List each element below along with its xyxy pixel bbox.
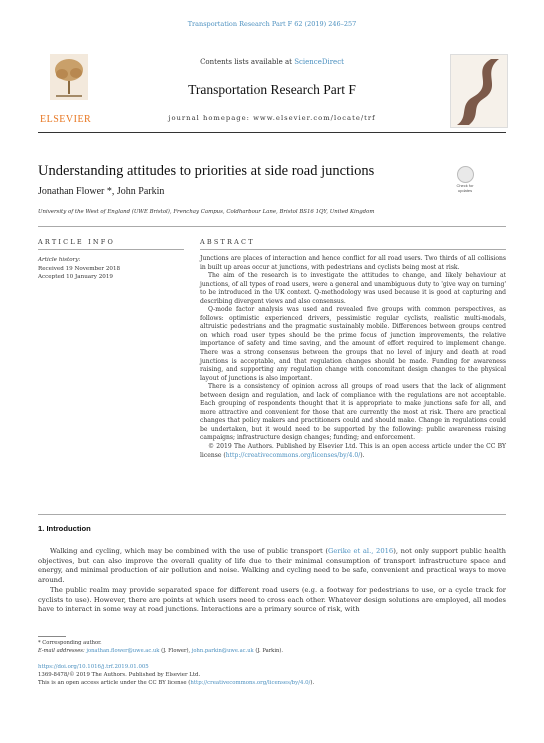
email-link[interactable]: jonathan.flower@uwe.ac.uk	[86, 648, 160, 655]
journal-title: Transportation Research Part F	[188, 82, 356, 97]
doi-link[interactable]: https://doi.org/10.1016/j.trf.2019.01.005	[38, 664, 149, 670]
license-link[interactable]: http://creativecommons.org/licenses/by/4.0/	[190, 680, 311, 687]
sciencedirect-link[interactable]: ScienceDirect	[294, 58, 344, 66]
check-updates-icon	[457, 166, 474, 183]
affiliation: University of the West of England (UWE Bristol), Frenchay Campus, Coldharbour Lane, Bristol BS16 1QY, United Kingdom	[38, 209, 375, 215]
abstract-paragraph: Junctions are places of interaction and hence conflict for all road users. Two thirds of all collisions in built up areas occur at junctions, with pedestrians and cyclists being most at risk.	[200, 255, 506, 271]
abstract-paragraph: The aim of the research is to investigate the attitudes to change, and likely behaviour at junctions, of all types of road users, were a general and unambiguous duty to 'give way on turning' to be introduced in the UK context. Q-methodology was used because it is good at capturing and describing divergent views and also consensus.	[200, 272, 506, 305]
email-link[interactable]: john.parkin@uwe.ac.uk	[191, 648, 254, 655]
journal-homepage[interactable]: journal homepage: www.elsevier.com/locate/trf	[168, 114, 376, 122]
publisher-wordmark: ELSEVIER	[40, 114, 92, 125]
history-heading: Article history:	[38, 257, 81, 263]
journal-cover	[450, 54, 508, 128]
check-for-updates-badge[interactable]	[452, 166, 478, 196]
doi-block	[38, 663, 314, 688]
body-paragraph: The public realm may provide separated space for different road users (e.g. a footway for pedestrians to use, or a cycle track for cyclists to use). However, there are points at which users need to cross each other. Whatever design solutions are employed, all modes have to interact in some way at road junctions. Interactions are a primary source of risk, with	[38, 585, 506, 614]
divider	[38, 249, 184, 250]
contents-line: Contents lists available at ScienceDirect	[200, 58, 344, 66]
footnote-divider	[38, 636, 66, 637]
divider	[38, 226, 506, 227]
issn-line: 1369-8478/© 2019 The Authors. Published by Elsevier Ltd.	[38, 672, 201, 679]
open-access-line: This is an open access article under the CC BY license (http://creativecommons.org/licenses/by/4.0/).	[38, 680, 315, 687]
article-title: Understanding attitudes to priorities at side road junctions	[38, 163, 375, 179]
accepted-date: Accepted 10 January 2019	[38, 274, 113, 281]
section-heading: 1. Introduction	[38, 524, 91, 533]
introduction-body	[38, 547, 506, 615]
license-statement: © 2019 The Authors. Published by Elsevier Ltd. This is an open access article under the CC BY license (http://creativecommons.org/licenses/by/4.0/).	[200, 443, 506, 459]
corresponding-author-note: * Corresponding author.	[38, 640, 102, 646]
abstract-paragraph: There is a consistency of opinion across all groups of road users that the lack of alignment between design and regulation, and lack of compliance with the regulations are not acceptable. Each grouping of respondents thought that it is appropriate to make junctions safe for all, and more attractive and convenient for those that are currently the most at risk. There are practical changes that policy makers and practitioners could and should make. Change in regulations could be undertaken, but it would need to be supported by the following: public awareness raising campaigns; infrastructure design changes; funding; and enforcement.	[200, 383, 506, 442]
journal-reference[interactable]: Transportation Research Part F 62 (2019) 246–257	[187, 20, 357, 28]
license-link[interactable]: http://creativecommons.org/licenses/by/4.0/	[225, 451, 361, 459]
divider	[200, 249, 506, 250]
received-date: Received 19 November 2018	[38, 265, 121, 272]
citation-link[interactable]: Gerike et al., 2016	[327, 547, 394, 555]
masthead	[38, 50, 506, 133]
article-history	[38, 256, 120, 282]
article-info-heading: ARTICLE INFO	[38, 238, 115, 246]
abstract-body	[200, 255, 506, 460]
journal-cover-road-image	[451, 55, 507, 127]
divider	[38, 514, 506, 515]
abstract-heading: ABSTRACT	[200, 238, 255, 246]
footnotes	[38, 639, 283, 656]
body-paragraph: Walking and cycling, which may be combined with the use of public transport (Gerike et al., 2016), not only support public health objectives, but can also improve the overall quality of life due to their minimal consumption of transport infrastructure space and energy, and minimal production of air pollution and noise. Walking and cycling need to be safe, convenient and practical ways to move around.	[38, 547, 506, 585]
check-updates-label: Check for updates	[456, 183, 474, 193]
email-line: E-mail addresses: jonathan.flower@uwe.ac.uk (J. Flower), john.parkin@uwe.ac.uk (J. Parkin).	[38, 648, 283, 655]
abstract-paragraph: Q-mode factor analysis was used and revealed five groups with common perspectives, as follows: optimistic experienced drivers, pessimistic regular cyclists, realistic multi-modals, altruistic pedestrians and the pragmatic sustainably mobile. Differences between groups centred on which road user types should be the prime focus of junction improvements, the relative importance of safety and time saving, and the amount of effort required to implement change. There was a strong consensus between the groups that no level of injury and death at road junctions is acceptable, and that regulation changes should be made. Funding for awareness raising, and supporting any regulation change with concomitant design changes to the physical layout of junctions is also important.	[200, 306, 506, 382]
authors: Jonathan Flower *, John Parkin	[38, 186, 165, 197]
